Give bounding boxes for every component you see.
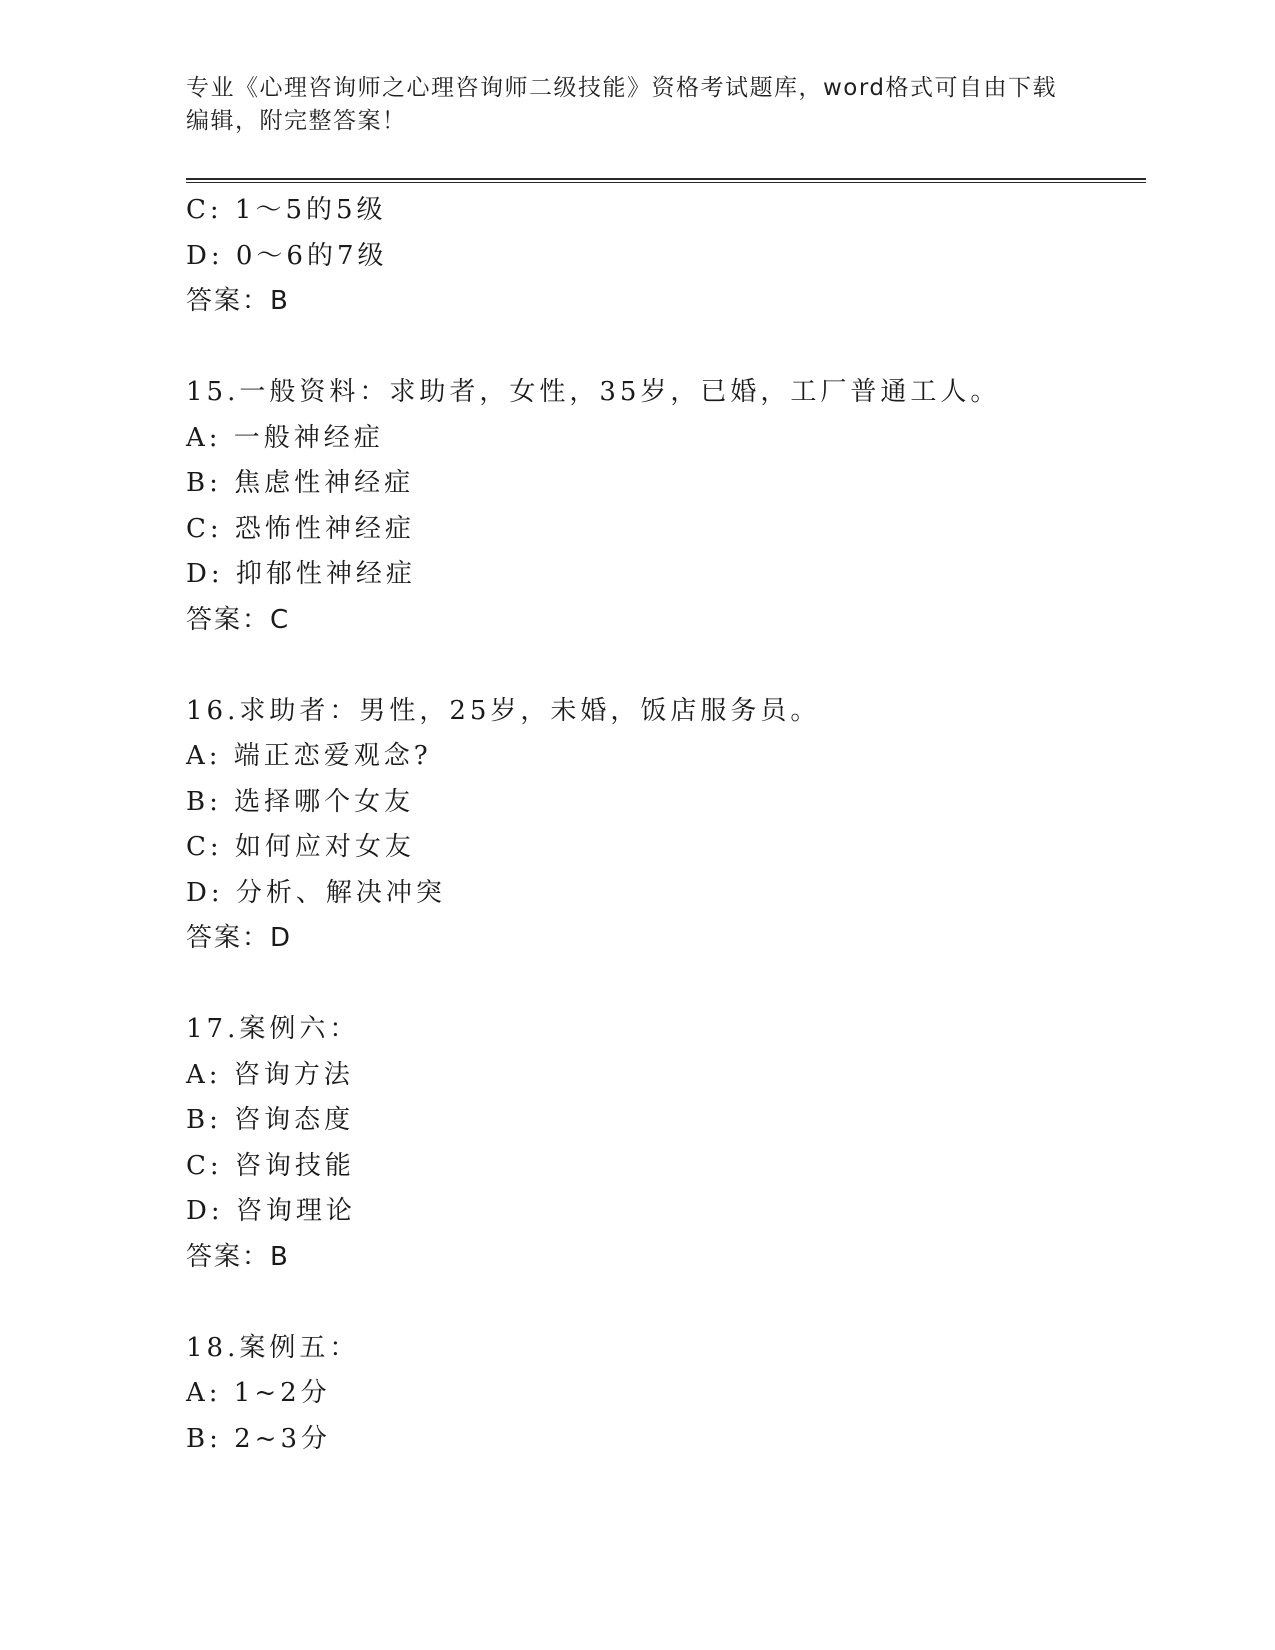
spacer xyxy=(186,1280,1146,1326)
option-c: C: 咨询技能 xyxy=(186,1150,355,1181)
option-b: B: 咨询态度 xyxy=(186,1105,355,1135)
question-block-17 xyxy=(186,1007,1146,1326)
option-a: A: 咨询方法 xyxy=(186,1059,354,1090)
option-c: C: 恐怖性神经症 xyxy=(186,513,415,544)
option-d: D: 分析、解决冲突 xyxy=(186,877,446,908)
header-divider xyxy=(186,178,1146,183)
option-b: B: 选择哪个女友 xyxy=(186,786,415,817)
question-list xyxy=(186,188,1146,1462)
option-a: A: 端正恋爱观念? xyxy=(186,741,432,771)
answer: 答案：C xyxy=(186,604,291,635)
question-text: 18.案例五： xyxy=(186,1332,360,1363)
option-b: B: 焦虑性神经症 xyxy=(186,468,415,498)
option-d: D: 抑郁性神经症 xyxy=(186,559,416,589)
question-block-18 xyxy=(186,1326,1146,1463)
option-a: A: 1~2分 xyxy=(186,1378,331,1408)
spacer xyxy=(186,325,1146,371)
answer: 答案：D xyxy=(186,923,293,953)
option-d: D: 咨询理论 xyxy=(186,1196,356,1226)
question-text: 16.求助者：男性，25岁，未婚，饭店服务员。 xyxy=(186,695,821,726)
option-c: C: 1～5的5级 xyxy=(186,195,387,225)
spacer xyxy=(186,962,1146,1008)
option-a: A: 一般神经症 xyxy=(186,422,384,453)
question-block-16 xyxy=(186,689,1146,1008)
question-text: 17.案例六： xyxy=(186,1014,360,1044)
answer: 答案：B xyxy=(186,1241,290,1272)
question-text: 15.一般资料：求助者，女性，35岁，已婚，工厂普通工人。 xyxy=(186,377,1001,407)
option-d: D: 0～6的7级 xyxy=(186,240,388,271)
question-block-15 xyxy=(186,370,1146,689)
question-block-14 xyxy=(186,188,1146,370)
answer: 答案：B xyxy=(186,286,290,316)
option-c: C: 如何应对女友 xyxy=(186,832,415,862)
option-b: B: 2~3分 xyxy=(186,1423,332,1454)
document-header: 专业《心理咨询师之心理咨询师二级技能》资格考试题库，word格式可自由下载编辑，附完整答案！ xyxy=(186,75,1058,134)
spacer xyxy=(186,643,1146,689)
